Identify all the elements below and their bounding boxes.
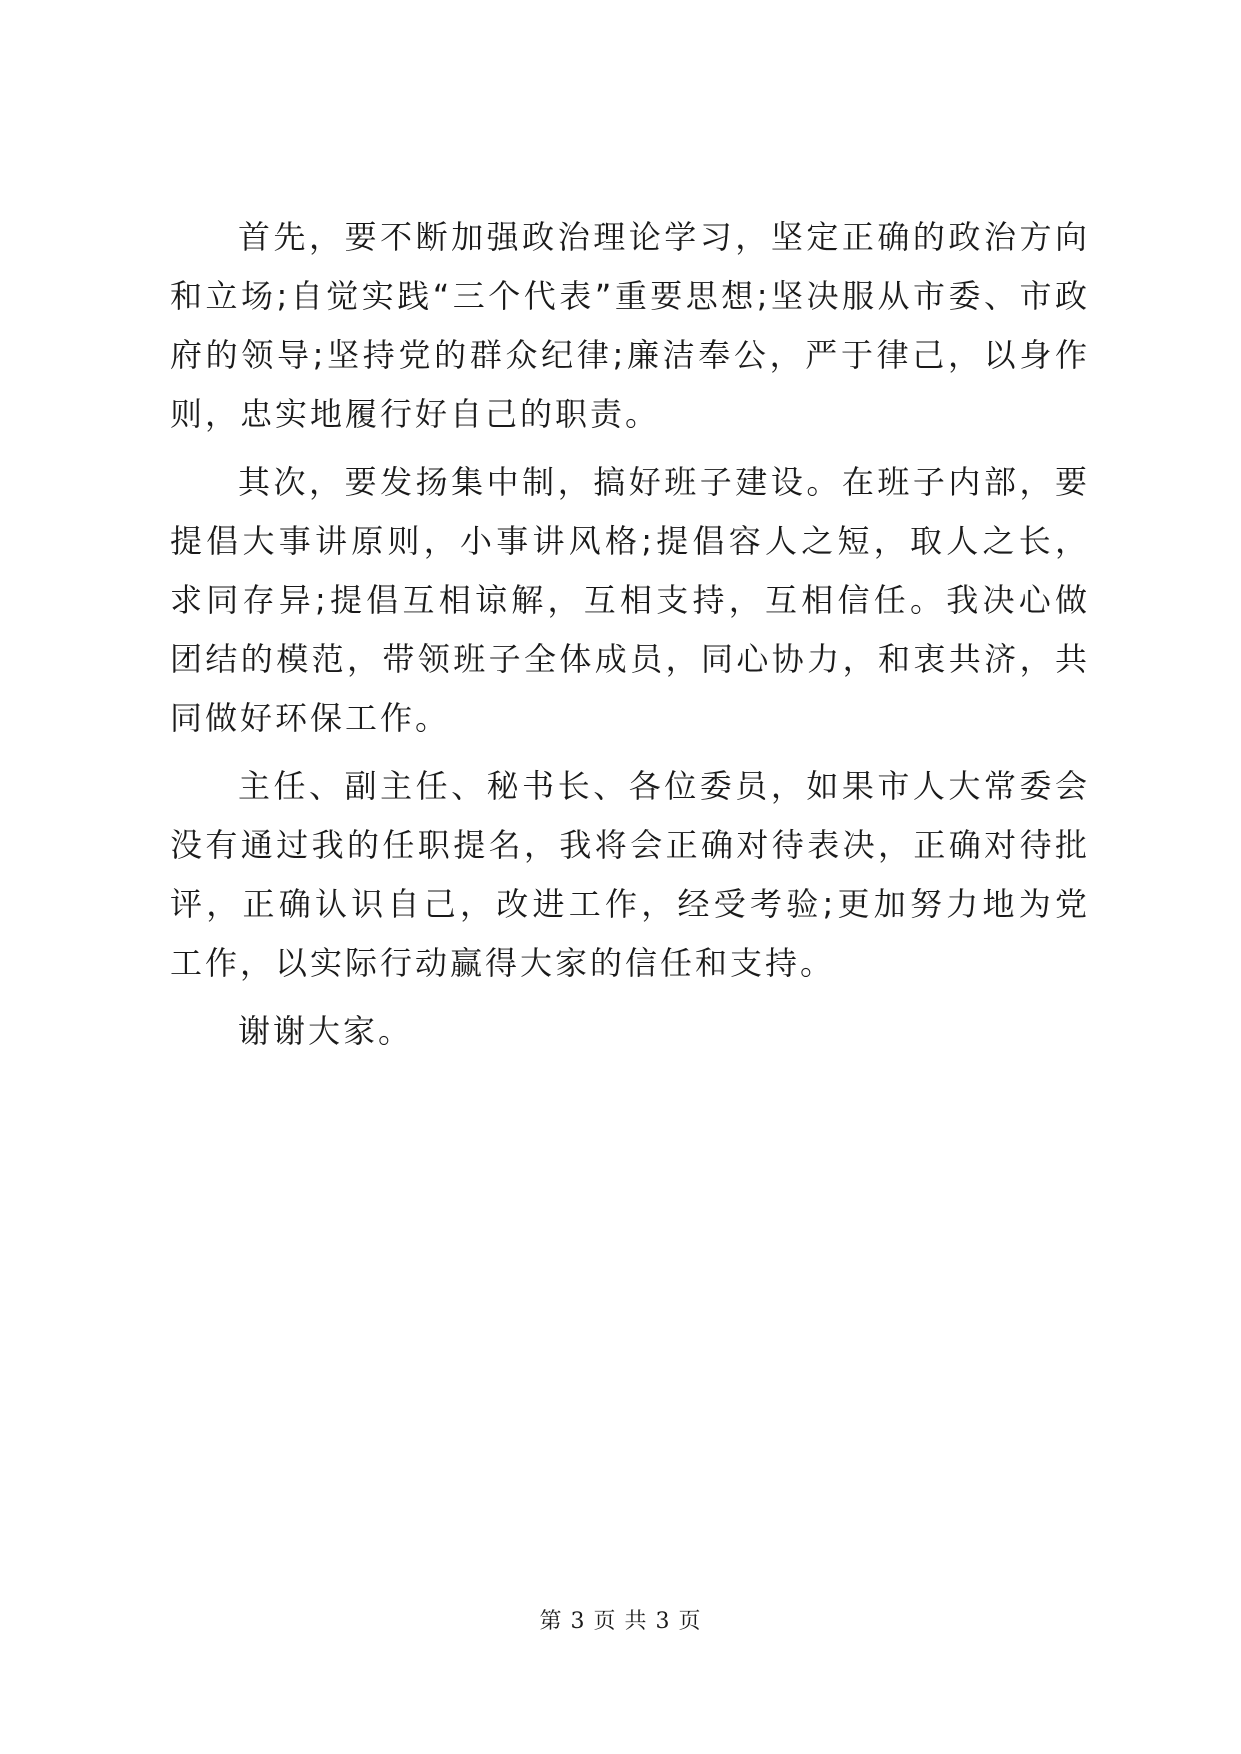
- paragraph-1: 首先，要不断加强政治理论学习，坚定正确的政治方向和立场;自觉实践“三个代表”重要思想;坚决服从市委、市政府的领导;坚持党的群众纪律;廉洁奉公，严于律己，以身作则，忠实地履行好自己的职责。: [170, 218, 1090, 433]
- page-number-label: 第 3 页 共 3 页: [539, 1609, 702, 1634]
- paragraph-4: 谢谢大家。: [238, 1012, 414, 1050]
- paragraph-3: 主任、副主任、秘书长、各位委员，如果市人大常委会没有通过我的任职提名，我将会正确对待表决，正确对待批评，正确认识自己，改进工作，经受考验;更加努力地为党工作，以实际行动赢得大家的信任和支持。: [170, 767, 1090, 982]
- document-body: [170, 208, 1090, 1061]
- paragraph-2: 其次，要发扬集中制，搞好班子建设。在班子内部，要提倡大事讲原则，小事讲风格;提倡容人之短，取人之长，求同存异;提倡互相谅解，互相支持，互相信任。我决心做团结的模范，带领班子全体成员，同心协力，和衷共济，共同做好环保工作。: [170, 463, 1090, 737]
- page-footer: [0, 1604, 1241, 1635]
